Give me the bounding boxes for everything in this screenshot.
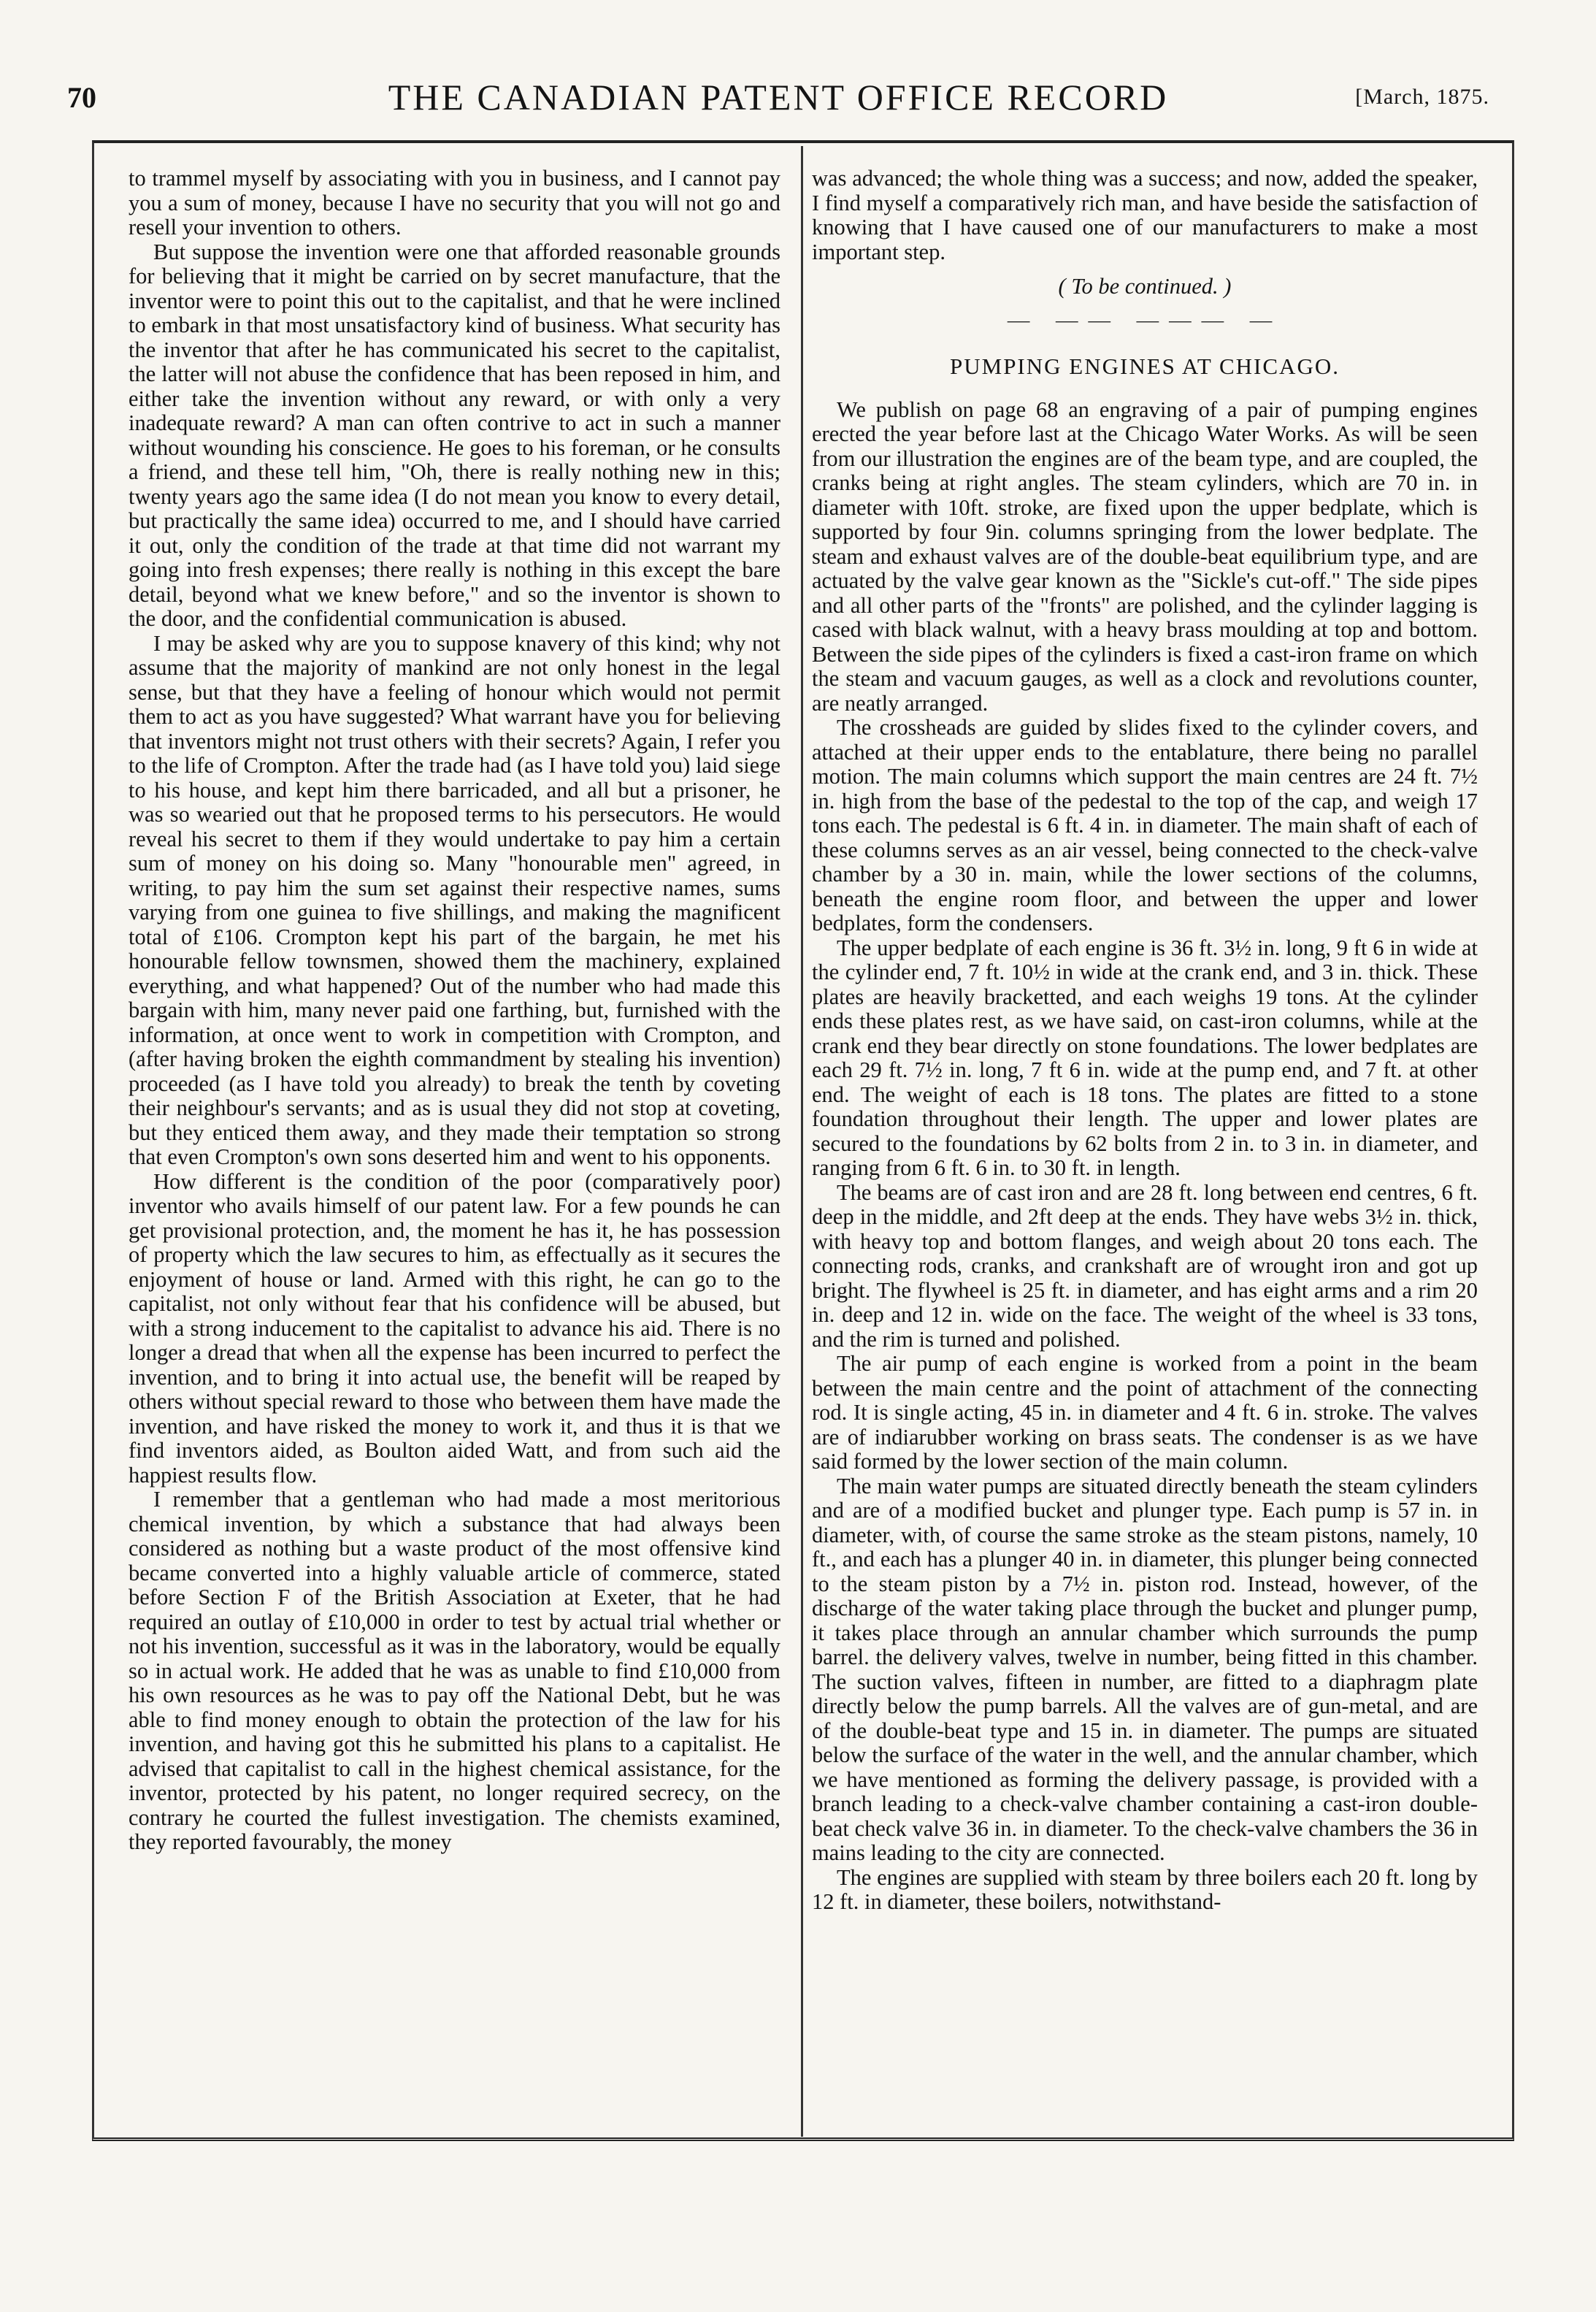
paragraph: to trammel myself by associating with you in business, and I cannot pay you a sum of money, because I have no security that you will not go and resell your invention to others.	[128, 166, 780, 240]
paragraph: We publish on page 68 an engraving of a pair of pumping engines erected the year before last at the Chicago Water Works. As will be seen from our illustration the engines are of the beam type, and are coupled, the cranks being at right angles. The steam cylinders, which are 70 in. in diameter with 10ft. stroke, are fixed upon the upper bedplate, which is supported by four 9in. columns springing from the lower bedplate. The steam and exhaust valves are of the double-beat equilibrium type, and are actuated by the valve gear known as the "Sickle's cut-off." The side pipes and all other parts of the "fronts" are polished, and the cylinder lagging is cased with black walnut, with a heavy brass moulding at top and bottom. Between the side pipes of the cylinders is fixed a cast-iron frame on which the steam and vacuum gauges, as well as a clock and revolutions counter, are neatly arranged.	[812, 397, 1478, 716]
paragraph: The beams are of cast iron and are 28 ft. long between end centres, 6 ft. deep in the middle, and 2ft deep at the ends. They have webs 3½ in. thick, with heavy top and bottom flanges, and weigh about 20 tons each. The connecting rods, cranks, and crankshaft are of wrought iron and got up bright. The flywheel is 25 ft. in diameter, and has eight arms and a rim 20 in. deep and 12 in. wide on the face. The weight of the wheel is 33 tons, and the rim is turned and polished.	[812, 1179, 1478, 1352]
paragraph: But suppose the invention were one that afforded reasonable grounds for believing that it might be carried on by secret manufacture, that the inventor were to point this out to the capitalist, and that he were inclined to embark in that most unsatisfactory kind of business. What security has the inventor that after he has communicated his secret to the capitalist, the latter will not abuse the confidence that has been reposed in him, and either take the invention without any reward, or with only a very inadequate reward? A man can often contrive to act in such a manner without wounding his conscience. He goes to his foreman, or he consults a friend, and these tell him, "Oh, there is really nothing new in this; twenty years ago the same idea (I do not mean you know to every detail, but practically the same idea) occurred to me, and I should have carried it out, only the condition of the trade at that time did not warrant my going into fresh expenses; there really is nothing in this except the bare detail, beyond what we knew before," and so the inventor is shown to the door, and the confidential communication is abused.	[128, 239, 780, 631]
page-header	[67, 76, 1489, 120]
paragraph: The main water pumps are situated directly beneath the steam cylinders and are of a modified bucket and plunger type. Each pump is 57 in. in diameter, with, of course the same stroke as the steam pistons, namely, 10 ft., and each has a plunger 40 in. in diameter, this plunger being connected to the steam piston by a 7½ in. piston rod. Instead, however, of the discharge of the water taking place through the bucket and plunger pump, it takes place through an annular chamber which surrounds the pump barrel. the delivery valves, twelve in number, being fitted in this chamber. The suction valves, fifteen in number, are fitted to a diaphragm plate directly below the pump barrels. All the valves are of gun-metal, and are of the double-beat type and 15 in. in diameter. The pumps are situated below the surface of the water in the well, and the annular chamber, which we have mentioned as forming the delivery passage, is provided with a branch leading to a check-valve chamber containing a cast-iron double-beat check valve 36 in. in diameter. To the check-valve chambers the 36 in mains leading to the city are connected.	[812, 1473, 1478, 1865]
paragraph: The engines are supplied with steam by three boilers each 20 ft. long by 12 ft. in diameter, these boilers, notwithstand-	[812, 1864, 1478, 1914]
paragraph: The crossheads are guided by slides fixed to the cylinder covers, and attached at their upper ends to the entablature, there being no parallel motion. The main columns which support the main centres are 24 ft. 7½ in. high from the base of the pedestal to the top of the cap, and weigh 17 tons each. The pedestal is 6 ft. 4 in. in diameter. The main shaft of each of these columns serves as an air vessel, being connected to the check-valve chamber by a 30 in. main, while the lower sections of the columns, beneath the engine room floor, and between the upper and lower bedplates, form the condensers.	[812, 715, 1478, 935]
paragraph: The air pump of each engine is worked from a point in the beam between the main centre and the point of attachment of the connecting rod. It is single acting, 45 in. in diameter and 4 ft. 6 in. stroke. The valves are of indiarubber working on brass seats. The condenser is as we have said formed by the lower section of the main column.	[812, 1351, 1478, 1474]
issue-date: [March, 1875.	[1355, 85, 1489, 109]
column-divider	[801, 146, 803, 2137]
right-column	[812, 166, 1478, 2131]
paragraph: was advanced; the whole thing was a success; and now, added the speaker, I find myself a comparatively rich man, and have beside the satisfaction of knowing that I have caused one of our manufacturers to make a most important step.	[812, 166, 1478, 264]
journal-title: THE CANADIAN PATENT OFFICE RECORD	[388, 77, 1169, 118]
page-number: 70	[67, 81, 96, 114]
article-heading: PUMPING ENGINES AT CHICAGO.	[950, 353, 1340, 379]
to-be-continued-note: ( To be continued. )	[1058, 274, 1232, 299]
left-column	[128, 166, 780, 2131]
section-divider: — —— ——— —	[1007, 307, 1283, 332]
paragraph: I remember that a gentleman who had made a most meritorious chemical invention, by which a substance that had always been considered as nothing but a waste product of the most offensive kind became converted into a highly valuable article of commerce, stated before Section F of the British Association at Exeter, that he had required an outlay of £10,000 in order to test by actual trial whether or not his invention, successful as it was in the laboratory, would be equally so in actual work. He added that he was as unable to find £10,000 from his own resources as he was to pay off the National Debt, but he was able to find money enough to obtain the protection of the law for his invention, and having got this he submitted his plans to a capitalist. He advised that capitalist to call in the highest chemical assistance, for the inventor, protected by his patent, no longer required secrecy, on the contrary he courted the fullest investigation. The chemists examined, they reported favourably, the money	[128, 1487, 780, 1854]
paragraph: I may be asked why are you to suppose knavery of this kind; why not assume that the majority of mankind are not only honest in the legal sense, but that they have a feeling of honour which would not permit them to act as you have suggested? What warrant have you for believing that inventors might not trust others with their secrets? Again, I refer you to the life of Crompton. After the trade had (as I have told you) laid siege to his house, and kept him there barricaded, and all but a prisoner, he was so wearied out that he proposed terms to his persecutors. He would reveal his secret to them if they would undertake to pay him a certain sum of money on his doing so. Many "honourable men" agreed, in writing, to pay him the sum set against their respective names, sums varying from one guinea to five shillings, and making the magnificent total of £106. Crompton kept his part of the bargain, he met his honourable fellow townsmen, showed them the machinery, explained everything, and what happened? Out of the number who had made this bargain with him, many never paid one farthing, but, furnished with the information, at once went to work in competition with Crompton, and (after having broken the eighth commandment by stealing his invention) proceeded (as I have told you already) to break the tenth by coveting their neighbour's servants; and as is usual they did not stop at coveting, but they enticed them away, and they made their temptation so strong that even Crompton's own sons deserted him and went to his opponents.	[128, 630, 780, 1169]
paragraph: How different is the condition of the poor (comparatively poor) inventor who avails himself of our patent law. For a few pounds he can get provisional protection, and, the moment he has it, he has possession of property which the law secures to him, as effectually as it secures the enjoyment of house or land. Armed with this right, he can go to the capitalist, not only without fear that his confidence will be abused, but with a strong inducement to the capitalist to advance his aid. There is no longer a dread that when all the expense has been incurred to perfect the invention, and to bring it into actual use, the benefit will be reaped by others without special reward to those who between them have made the invention, and have risked the money to work it, and thus it is that we find inventors aided, as Boulton aided Watt, and from such aid the happiest results flow.	[128, 1168, 780, 1488]
paragraph: The upper bedplate of each engine is 36 ft. 3½ in. long, 9 ft 6 in wide at the cylinder end, 7 ft. 10½ in wide at the crank end, and 3 in. thick. These plates are heavily bracketted, and each weighs 19 tons. At the cylinder ends these plates rest, as we have said, on cast-iron columns, while at the crank end they bear directly on stone foundations. The lower bedplates are each 29 ft. 7½ in. long, 7 ft 6 in. wide at the pump end, and 7 ft. at other end. The weight of each is 18 tons. The plates are fitted to a stone foundation throughout their length. The upper and lower plates are secured to the foundations by 62 bolts from 2 in. to 3 in. in diameter, and ranging from 6 ft. 6 in. to 30 ft. in length.	[812, 935, 1478, 1180]
